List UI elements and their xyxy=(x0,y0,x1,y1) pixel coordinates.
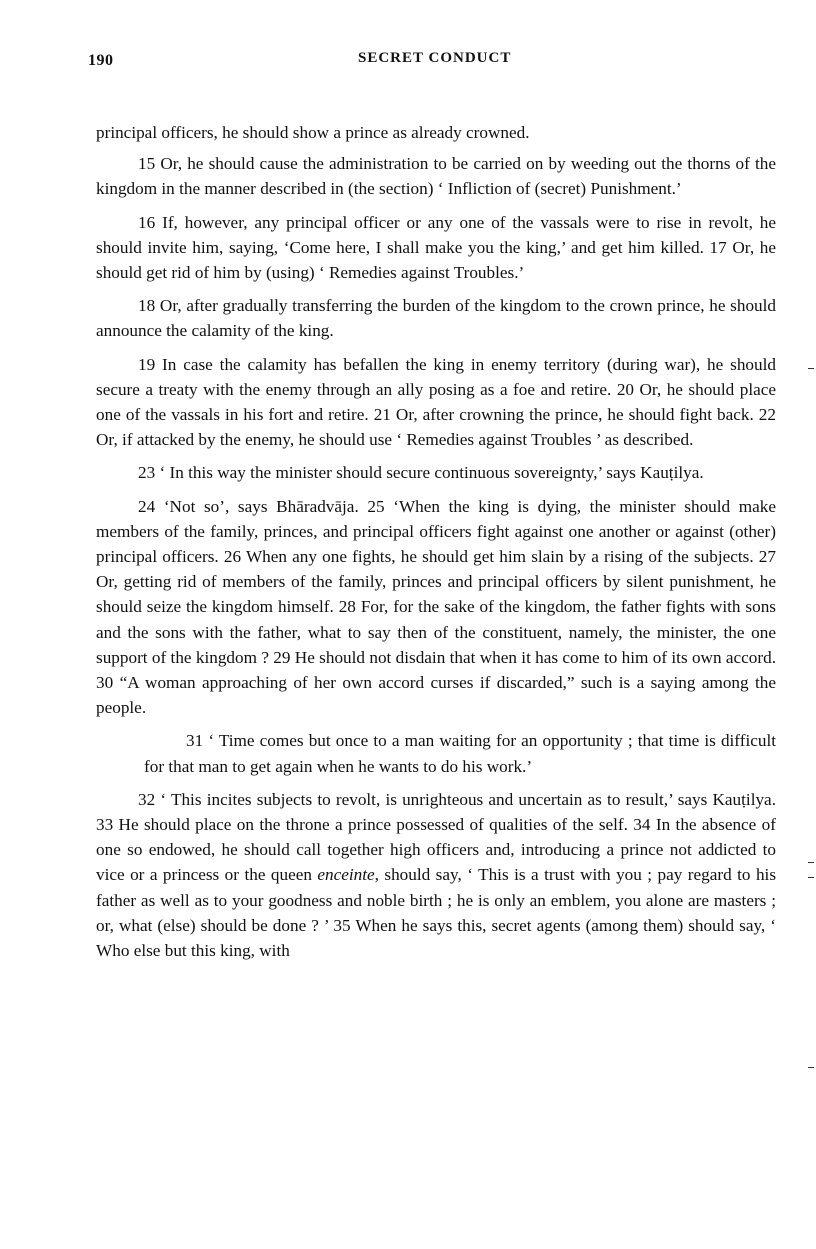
scan-mark xyxy=(808,877,814,878)
running-head: SECRET CONDUCT xyxy=(358,50,512,66)
paragraph: 24 ‘Not so’, says Bhāradvāja. 25 ‘When the king is dying, the minister should make members of the family, princes, and principal officers fight against one another or against (other) principal officers. 26 When any one fights, he should get him slain by a rising of the subjects. 27 Or, getting rid of members of the family, princes and principal officers by silent punishment, he should seize the kingdom himself. 28 For, for the sake of the kingdom, the father fights with sons and the sons with the father, what to say then of the constituent, namely, the minister, the one support of the kingdom ? 29 He should not disdain that when it has come to him of its own accord. 30 “A woman approaching of her own accord curses if discarded,” such is a saying among the people. xyxy=(96,496,776,718)
paragraph: 19 In case the calamity has befallen the king in enemy territory (during war), he should secure a treaty with the enemy through an ally posing as a foe and retire. 20 Or, he should place one of the vassals in his fort and retire. 21 Or, after crowning the prince, he should fight back. 22 Or, if attacked by the enemy, he should use ‘ Remedies against Troubles ’ as described. xyxy=(96,354,776,450)
paragraph: 23 ‘ In this way the minister should secure continuous sovereignty,’ says Kauṭilya. xyxy=(138,463,704,483)
paragraph-text: 32 ‘ This incites subjects to revolt, is unrighteous and uncertain as to result,’ says Kauṭilya. 33 He should place on the throne a prince possessed of qualities of the self. 34 In the absence of one so endowed, he should call together high officers and, introducing a prince not addicted to vice or a princess or the queen xyxy=(96,789,776,885)
block-quote: 31 ‘ Time comes but once to a man waiting for an opportunity ; that time is difficult for that man to get again when he wants to do his work.’ xyxy=(144,731,776,776)
paragraph: 15 Or, he should cause the administration to be carried on by weeding out the thorns of the kingdom in the manner described in (the section) ‘ Infliction of (secret) Punishment.’ xyxy=(96,154,776,199)
paragraph xyxy=(96,787,776,963)
paragraph: principal officers, he should show a prince as already crowned. xyxy=(96,123,530,142)
paragraph-text: , should say, ‘ This is a trust with you ; pay regard to his father as well as to your goodness and noble birth ; he is only an emblem, you alone are masters ; or, what (else) should be done ? ’ 35 When he says this, secret agents (among them) should say, ‘ Who else but this king, with xyxy=(96,865,777,961)
italic-term: enceinte xyxy=(317,865,375,885)
paragraph: 18 Or, after gradually transferring the burden of the kingdom to the crown prince, he should announce the calamity of the king. xyxy=(96,296,776,341)
scan-mark xyxy=(808,368,814,369)
page-body xyxy=(96,120,776,971)
scan-edge-marks xyxy=(806,0,816,1249)
scan-mark xyxy=(808,1067,814,1068)
scan-mark xyxy=(808,862,814,863)
page-header xyxy=(88,50,778,74)
page-number: 190 xyxy=(88,52,114,69)
paragraph: 16 If, however, any principal officer or any one of the vassals were to rise in revolt, he should invite him, saying, ‘Come here, I shall make you the king,’ and get him killed. 17 Or, he should get rid of him by (using) ‘ Remedies against Troubles.’ xyxy=(96,212,776,283)
